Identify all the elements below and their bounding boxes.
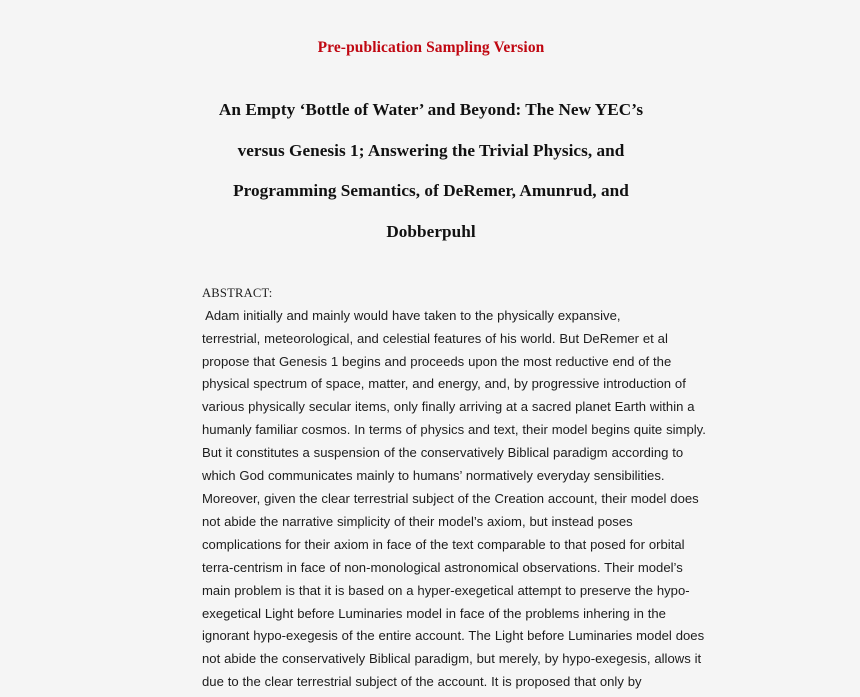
abstract-paragraph <box>202 253 706 694</box>
abstract-line: due to the clear terrestrial subject of the account. It is proposed that only by <box>202 674 642 690</box>
abstract-line: main problem is that it is based on a hyper-exegetical attempt to preserve the hypo- <box>202 582 690 598</box>
abstract-line: not abide the conservatively Biblical paradigm, but merely, by hypo-exegesis, allows it <box>202 651 702 667</box>
abstract-line: humanly familiar cosmos. In terms of physics and text, their model begins quite simply. <box>202 422 706 438</box>
abstract-line: Moreover, given the clear terrestrial subject of the Creation account, their model does <box>202 490 699 506</box>
abstract-label: ABSTRACT: <box>202 285 273 300</box>
page-title <box>202 58 660 253</box>
abstract-line: which God communicates mainly to humans’ normatively everyday sensibilities. <box>202 468 665 484</box>
abstract-line: various physically secular items, only finally arriving at a sacred planet Earth within a <box>202 399 695 415</box>
title-line: An Empty ‘Bottle of Water’ and Beyond: The New YEC’s <box>218 100 644 119</box>
abstract-line: But it constitutes a suspension of the conservatively Biblical paradigm according to <box>202 445 684 461</box>
abstract-line: propose that Genesis 1 begins and proceeds upon the most reductive end of the <box>202 353 672 369</box>
page-content-column <box>202 0 706 694</box>
title-line: Dobberpuhl <box>386 222 476 242</box>
abstract-line: exegetical Light before Luminaries model in face of the problems inhering in the <box>202 605 666 621</box>
abstract-line: ignorant hypo-exegesis of the entire account. The Light before Luminaries model does <box>202 628 705 644</box>
abstract-line: terra-centrism in face of non-monological astronomical observations. Their model’s <box>202 559 683 575</box>
prepublication-notice: Pre-publication Sampling Version <box>317 39 545 56</box>
title-line: Programming Semantics, of DeRemer, Amunrud, and <box>233 181 629 201</box>
abstract-line: physical spectrum of space, matter, and energy, and, by progressive introduction of <box>202 376 686 392</box>
abstract-line: not abide the narrative simplicity of their model’s axiom, but instead poses <box>202 513 633 529</box>
title-line: versus Genesis 1; Answering the Trivial Physics, and <box>237 140 625 160</box>
abstract-line: terrestrial, meteorological, and celestial features of his world. But DeRemer et al <box>202 330 668 346</box>
abstract-line: complications for their axiom in face of the text comparable to that posed for orbital <box>202 536 685 552</box>
abstract-line: Adam initially and mainly would have taken to the physically expansive, <box>202 307 621 323</box>
